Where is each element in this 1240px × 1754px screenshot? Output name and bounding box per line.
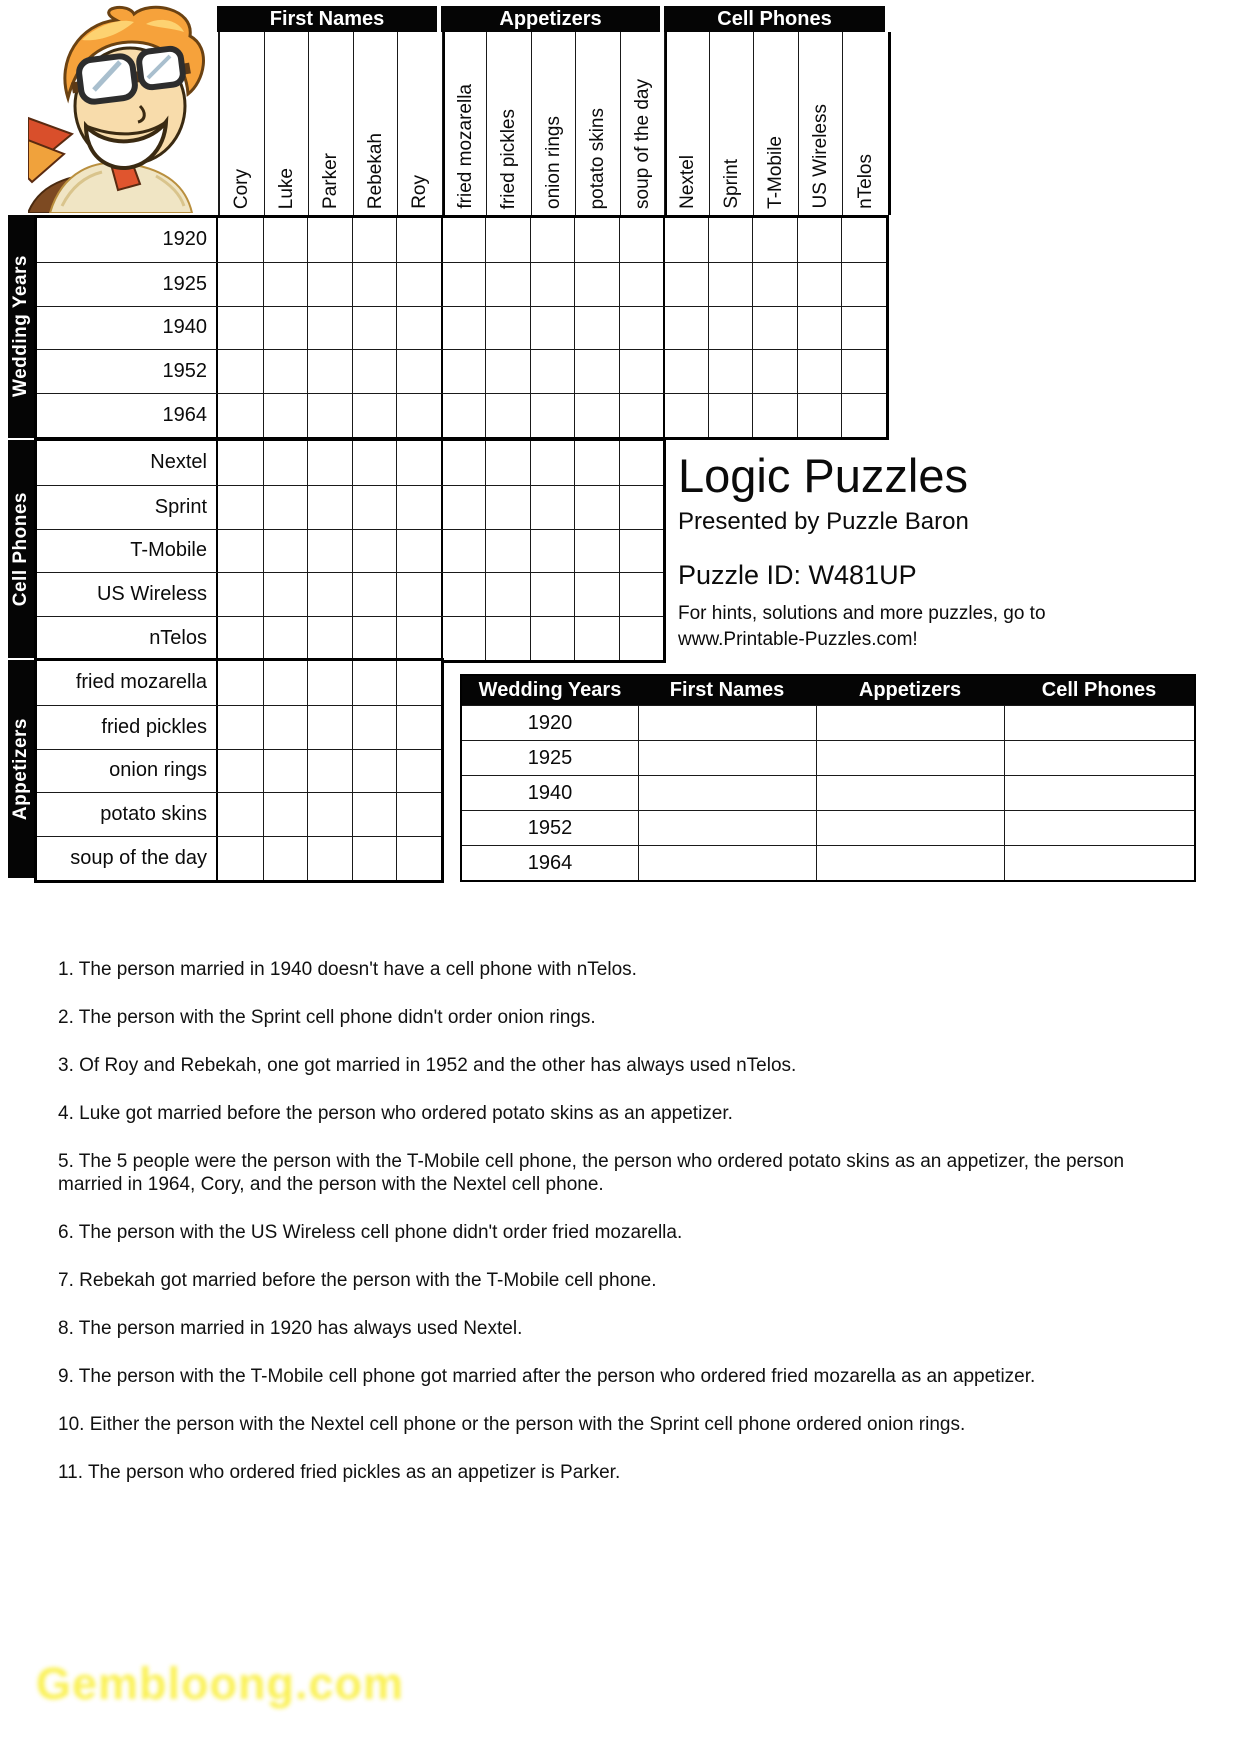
grid-cell[interactable] <box>307 617 352 660</box>
clue-8: 8. The person married in 1920 has always used Nextel. <box>58 1318 523 1339</box>
grid-cell[interactable] <box>263 706 308 749</box>
grid-cell[interactable] <box>307 530 352 573</box>
answer-year-cell: 1964 <box>527 851 573 874</box>
grid-cell[interactable] <box>218 486 263 529</box>
grid-cell[interactable] <box>797 307 842 350</box>
grid-cell[interactable] <box>218 350 263 393</box>
grid-cell[interactable] <box>752 218 797 262</box>
row-label: 1952 <box>37 350 218 393</box>
grid-cell[interactable] <box>485 573 530 616</box>
grid-cell[interactable] <box>530 394 575 437</box>
grid-cell[interactable] <box>485 394 530 437</box>
grid-cell[interactable] <box>574 441 619 485</box>
row-label: 1925 <box>37 263 218 306</box>
column-label-t-mobile <box>754 32 799 215</box>
grid-cell[interactable] <box>396 661 441 705</box>
grid-cell[interactable] <box>485 218 530 262</box>
grid-cell[interactable] <box>352 441 397 485</box>
column-label-text: US Wireless <box>809 104 831 209</box>
answer-header-appetizers: Appetizers <box>858 679 962 701</box>
row-label: nTelos <box>37 617 218 660</box>
grid-cell[interactable] <box>574 394 619 437</box>
answer-year-cell: 1940 <box>527 781 573 804</box>
grid-cell[interactable] <box>218 441 263 485</box>
grid-cell[interactable] <box>307 837 352 880</box>
grid-cell[interactable] <box>485 307 530 350</box>
grid-cell[interactable] <box>352 307 397 350</box>
column-label-text: soup of the day <box>631 79 653 209</box>
grid-cell[interactable] <box>352 530 397 573</box>
column-label-soup-of-the-day <box>621 32 666 215</box>
column-label-text: Parker <box>320 153 342 209</box>
answer-year-cell: 1925 <box>527 746 573 769</box>
clue-2: 2. The person with the Sprint cell phone didn't order onion rings. <box>58 1007 596 1028</box>
grid-cell[interactable] <box>485 486 530 529</box>
grid-cell[interactable] <box>263 307 308 350</box>
answer-fill-cell[interactable] <box>638 741 816 775</box>
grid-cell[interactable] <box>396 617 441 660</box>
column-label-text: Luke <box>275 167 297 209</box>
clue-3: 3. Of Roy and Rebekah, one got married in 1952 and the other has always used nTelos. <box>58 1055 797 1076</box>
clue-1: 1. The person married in 1940 doesn't have a cell phone with nTelos. <box>58 959 637 980</box>
grid-cell[interactable] <box>307 263 352 306</box>
watermark: Gembloong.com <box>36 1658 405 1709</box>
grid-cell[interactable] <box>218 706 263 749</box>
grid-cell[interactable] <box>352 486 397 529</box>
page-subtitle: Presented by Puzzle Baron <box>678 507 969 535</box>
grid-cell[interactable] <box>352 793 397 836</box>
row-group-header-appetizers <box>8 660 34 878</box>
grid-row-1925 <box>37 262 886 306</box>
grid-cell[interactable] <box>752 350 797 393</box>
grid-cell[interactable] <box>263 793 308 836</box>
grid-cell[interactable] <box>307 750 352 793</box>
grid-cell[interactable] <box>352 394 397 437</box>
answer-fill-cell[interactable] <box>1004 811 1194 845</box>
grid-cell[interactable] <box>441 441 486 485</box>
grid-cell[interactable] <box>307 394 352 437</box>
clue-5: 5. The 5 people were the person with the T-Mobile cell phone, the person who ordered potato skins as an appetizer, the person married in 1964, Cory, and the person with the Nextel cell phone. <box>58 1151 1125 1195</box>
grid-cell[interactable] <box>619 617 664 660</box>
grid-cell[interactable] <box>841 263 886 306</box>
answer-fill-cell[interactable] <box>1004 846 1194 880</box>
column-label-parker <box>309 32 354 215</box>
grid-cell[interactable] <box>752 394 797 437</box>
grid-cell[interactable] <box>263 350 308 393</box>
grid-cell[interactable] <box>530 263 575 306</box>
grid-cell[interactable] <box>263 394 308 437</box>
grid-cell[interactable] <box>530 573 575 616</box>
column-label-text: Rebekah <box>364 132 386 209</box>
column-label-text: T-Mobile <box>765 136 787 209</box>
row-label: fried mozarella <box>37 661 218 705</box>
hints-line-2: www.Printable-Puzzles.com! <box>678 628 918 650</box>
answer-header-wedding-years: Wedding Years <box>478 679 622 701</box>
grid-cell[interactable] <box>574 530 619 573</box>
grid-cell[interactable] <box>530 350 575 393</box>
answer-table <box>460 674 1196 882</box>
row-label: 1940 <box>37 307 218 350</box>
answer-table-header <box>462 676 1194 705</box>
grid-cell[interactable] <box>485 441 530 485</box>
column-label-text: potato skins <box>587 107 609 209</box>
grid-cell[interactable] <box>441 350 486 393</box>
grid-cell[interactable] <box>352 573 397 616</box>
grid-cell[interactable] <box>619 263 664 306</box>
grid-cell[interactable] <box>441 307 486 350</box>
grid-cell[interactable] <box>396 706 441 749</box>
grid-cell[interactable] <box>574 486 619 529</box>
row-group-header-cell-phones <box>8 440 34 658</box>
answer-fill-cell[interactable] <box>816 741 1004 775</box>
row-label: Nextel <box>37 441 218 485</box>
grid-cell[interactable] <box>574 218 619 262</box>
answer-fill-cell[interactable] <box>1004 741 1194 775</box>
grid-cell[interactable] <box>396 394 441 437</box>
clue-10: 10. Either the person with the Nextel cell phone or the person with the Sprint cell phone ordered onion rings. <box>58 1414 966 1435</box>
row-group-header-wedding-years <box>8 215 34 438</box>
grid-cell[interactable] <box>530 218 575 262</box>
column-label-cory <box>220 32 265 215</box>
grid-cell[interactable] <box>307 573 352 616</box>
grid-cell[interactable] <box>752 307 797 350</box>
answer-row-1920 <box>462 705 1194 740</box>
column-label-fried-pickles <box>487 32 532 215</box>
grid-cell[interactable] <box>797 218 842 262</box>
grid-cell[interactable] <box>352 263 397 306</box>
grid-cell[interactable] <box>307 441 352 485</box>
answer-fill-cell[interactable] <box>816 706 1004 740</box>
grid-cell[interactable] <box>574 350 619 393</box>
title-block <box>678 450 1198 653</box>
clue-list <box>58 958 1188 1509</box>
answer-fill-cell[interactable] <box>816 776 1004 810</box>
grid-cell[interactable] <box>441 263 486 306</box>
column-label-fried-mozarella <box>443 32 488 215</box>
grid-cell[interactable] <box>352 706 397 749</box>
answer-row-1925 <box>462 740 1194 775</box>
grid-cell[interactable] <box>352 837 397 880</box>
row-label: T-Mobile <box>37 530 218 573</box>
column-label-text: fried mozarella <box>454 84 476 209</box>
row-group-label: Wedding Years <box>10 255 31 398</box>
column-label-text: onion rings <box>542 116 564 209</box>
grid-cell[interactable] <box>663 263 708 306</box>
grid-row-sprint <box>37 485 663 529</box>
grid-cell[interactable] <box>663 218 708 262</box>
column-label-text: Cory <box>231 168 253 209</box>
grid-cell[interactable] <box>263 837 308 880</box>
grid-cell[interactable] <box>574 307 619 350</box>
clue-11: 11. The person who ordered fried pickles as an appetizer is Parker. <box>58 1462 621 1483</box>
grid-cell[interactable] <box>218 573 263 616</box>
grid-cell[interactable] <box>396 573 441 616</box>
grid-cell[interactable] <box>485 530 530 573</box>
grid-cell[interactable] <box>574 617 619 660</box>
answer-row-1952 <box>462 810 1194 845</box>
grid-cell[interactable] <box>708 218 753 262</box>
grid-cell[interactable] <box>441 486 486 529</box>
grid-cell[interactable] <box>263 530 308 573</box>
row-label: potato skins <box>37 793 218 836</box>
grid-cell[interactable] <box>663 307 708 350</box>
grid-cell[interactable] <box>396 793 441 836</box>
grid-row-fried-mozarella <box>37 661 441 705</box>
grid-cell[interactable] <box>752 263 797 306</box>
grid-row-fried-pickles <box>37 705 441 749</box>
grid-cell[interactable] <box>263 750 308 793</box>
answer-year-cell: 1920 <box>527 711 573 734</box>
answer-row-1964 <box>462 845 1194 880</box>
grid-cell[interactable] <box>352 661 397 705</box>
grid-row-onion-rings <box>37 749 441 793</box>
grid-cell[interactable] <box>263 617 308 660</box>
grid-cell[interactable] <box>263 218 308 262</box>
column-group-header-appetizers: Appetizers <box>441 6 660 32</box>
grid-cell[interactable] <box>485 263 530 306</box>
grid-cell[interactable] <box>307 793 352 836</box>
grid-cell[interactable] <box>396 530 441 573</box>
grid-cell[interactable] <box>218 394 263 437</box>
grid-row-1952 <box>37 349 886 393</box>
grid-cell[interactable] <box>396 486 441 529</box>
grid-cell[interactable] <box>619 218 664 262</box>
column-group-header-cell-phones: Cell Phones <box>664 6 885 32</box>
grid-cell[interactable] <box>352 750 397 793</box>
grid-cell[interactable] <box>841 218 886 262</box>
grid-cell[interactable] <box>485 350 530 393</box>
grid-cell[interactable] <box>619 441 664 485</box>
column-label-text: Nextel <box>677 155 699 209</box>
grid-cell[interactable] <box>841 307 886 350</box>
grid-row-potato-skins <box>37 792 441 836</box>
grid-cell[interactable] <box>574 263 619 306</box>
answer-fill-cell[interactable] <box>638 846 816 880</box>
row-label: 1964 <box>37 394 218 437</box>
grid-cell[interactable] <box>441 394 486 437</box>
grid-cell[interactable] <box>708 394 753 437</box>
grid-cell[interactable] <box>441 573 486 616</box>
column-label-onion-rings <box>532 32 577 215</box>
grid-cell[interactable] <box>263 486 308 529</box>
grid-section-cell-phones <box>34 438 666 663</box>
row-label: Sprint <box>37 486 218 529</box>
answer-fill-cell[interactable] <box>1004 706 1194 740</box>
column-group-header-first-names: First Names <box>217 6 437 32</box>
row-group-label: Appetizers <box>10 717 31 821</box>
grid-cell[interactable] <box>307 486 352 529</box>
grid-cell[interactable] <box>663 350 708 393</box>
clue-6: 6. The person with the US Wireless cell phone didn't order fried mozarella. <box>58 1222 683 1243</box>
grid-row-nextel <box>37 441 663 485</box>
grid-cell[interactable] <box>396 750 441 793</box>
answer-year-cell: 1952 <box>527 816 573 839</box>
grid-cell[interactable] <box>708 263 753 306</box>
grid-cell[interactable] <box>485 617 530 660</box>
answer-fill-cell[interactable] <box>638 776 816 810</box>
grid-cell[interactable] <box>263 263 308 306</box>
column-label-sprint <box>710 32 755 215</box>
grid-cell[interactable] <box>619 573 664 616</box>
grid-cell[interactable] <box>841 394 886 437</box>
grid-cell[interactable] <box>797 350 842 393</box>
clue-9: 9. The person with the T-Mobile cell phone got married after the person who ordered fried mozarella as an appetizer. <box>58 1366 1036 1387</box>
grid-cell[interactable] <box>307 218 352 262</box>
grid-cell[interactable] <box>218 793 263 836</box>
row-label: onion rings <box>37 750 218 793</box>
column-label-potato-skins <box>576 32 621 215</box>
grid-cell[interactable] <box>396 441 441 485</box>
grid-cell[interactable] <box>218 750 263 793</box>
grid-cell[interactable] <box>530 617 575 660</box>
grid-cell[interactable] <box>574 573 619 616</box>
grid-cell[interactable] <box>218 218 263 262</box>
grid-cell[interactable] <box>619 307 664 350</box>
puzzle-id: Puzzle ID: W481UP <box>678 559 917 590</box>
column-labels-row <box>218 32 891 215</box>
grid-cell[interactable] <box>352 350 397 393</box>
grid-cell[interactable] <box>396 263 441 306</box>
grid-row-soup-of-the-day <box>37 836 441 880</box>
row-label: 1920 <box>37 218 218 262</box>
column-label-text: nTelos <box>854 154 876 209</box>
answer-header-cell-phones: Cell Phones <box>1041 679 1157 701</box>
column-label-luke <box>265 32 310 215</box>
grid-cell[interactable] <box>530 441 575 485</box>
grid-cell[interactable] <box>352 218 397 262</box>
grid-cell[interactable] <box>708 307 753 350</box>
grid-cell[interactable] <box>263 441 308 485</box>
column-label-us-wireless <box>799 32 844 215</box>
clue-7: 7. Rebekah got married before the person with the T-Mobile cell phone. <box>58 1270 657 1291</box>
grid-cell[interactable] <box>307 350 352 393</box>
grid-cell[interactable] <box>441 530 486 573</box>
grid-cell[interactable] <box>396 837 441 880</box>
grid-section-appetizers <box>34 658 444 883</box>
grid-cell[interactable] <box>663 394 708 437</box>
answer-fill-cell[interactable] <box>638 706 816 740</box>
grid-cell[interactable] <box>708 350 753 393</box>
answer-fill-cell[interactable] <box>1004 776 1194 810</box>
puzzle-baron-mascot-icon <box>28 0 216 213</box>
grid-cell[interactable] <box>619 486 664 529</box>
grid-row-t-mobile <box>37 529 663 573</box>
answer-row-1940 <box>462 775 1194 810</box>
grid-cell[interactable] <box>352 617 397 660</box>
column-label-ntelos <box>843 32 888 215</box>
hints-line-1: For hints, solutions and more puzzles, go to <box>678 602 1046 624</box>
column-label-text: fried pickles <box>498 108 520 209</box>
column-label-text: Roy <box>409 175 431 209</box>
grid-cell[interactable] <box>797 394 842 437</box>
clue-4: 4. Luke got married before the person who ordered potato skins as an appetizer. <box>58 1103 733 1124</box>
column-label-nextel <box>665 32 710 215</box>
grid-cell[interactable] <box>396 218 441 262</box>
grid-cell[interactable] <box>396 307 441 350</box>
grid-cell[interactable] <box>530 307 575 350</box>
grid-cell[interactable] <box>441 617 486 660</box>
grid-cell[interactable] <box>218 307 263 350</box>
grid-cell[interactable] <box>619 530 664 573</box>
grid-cell[interactable] <box>797 263 842 306</box>
grid-cell[interactable] <box>530 530 575 573</box>
grid-cell[interactable] <box>307 661 352 705</box>
grid-cell[interactable] <box>396 350 441 393</box>
grid-cell[interactable] <box>218 617 263 660</box>
grid-cell[interactable] <box>619 394 664 437</box>
grid-row-ntelos <box>37 616 663 660</box>
grid-cell[interactable] <box>218 661 263 705</box>
grid-cell[interactable] <box>263 573 308 616</box>
grid-row-1940 <box>37 306 886 350</box>
grid-cell[interactable] <box>307 706 352 749</box>
grid-cell[interactable] <box>218 837 263 880</box>
grid-cell[interactable] <box>841 350 886 393</box>
grid-cell[interactable] <box>307 307 352 350</box>
grid-section-wedding-years <box>34 215 889 440</box>
column-label-rebekah <box>354 32 399 215</box>
column-label-text: Sprint <box>720 159 742 209</box>
row-label: US Wireless <box>37 573 218 616</box>
grid-cell[interactable] <box>218 263 263 306</box>
answer-table-body <box>462 705 1194 880</box>
column-label-roy <box>398 32 443 215</box>
grid-cell[interactable] <box>619 350 664 393</box>
row-label: soup of the day <box>37 837 218 880</box>
grid-cell[interactable] <box>530 486 575 529</box>
grid-cell[interactable] <box>263 661 308 705</box>
answer-fill-cell[interactable] <box>816 811 1004 845</box>
grid-cell[interactable] <box>218 530 263 573</box>
grid-row-1920 <box>37 218 886 262</box>
grid-row-us-wireless <box>37 572 663 616</box>
page-title: Logic Puzzles <box>678 449 968 502</box>
answer-fill-cell[interactable] <box>638 811 816 845</box>
row-group-label: Cell Phones <box>10 491 31 607</box>
hints-text <box>678 601 1198 653</box>
answer-fill-cell[interactable] <box>816 846 1004 880</box>
grid-cell[interactable] <box>441 218 486 262</box>
row-label: fried pickles <box>37 706 218 749</box>
answer-header-first-names: First Names <box>669 679 785 701</box>
grid-row-1964 <box>37 393 886 437</box>
